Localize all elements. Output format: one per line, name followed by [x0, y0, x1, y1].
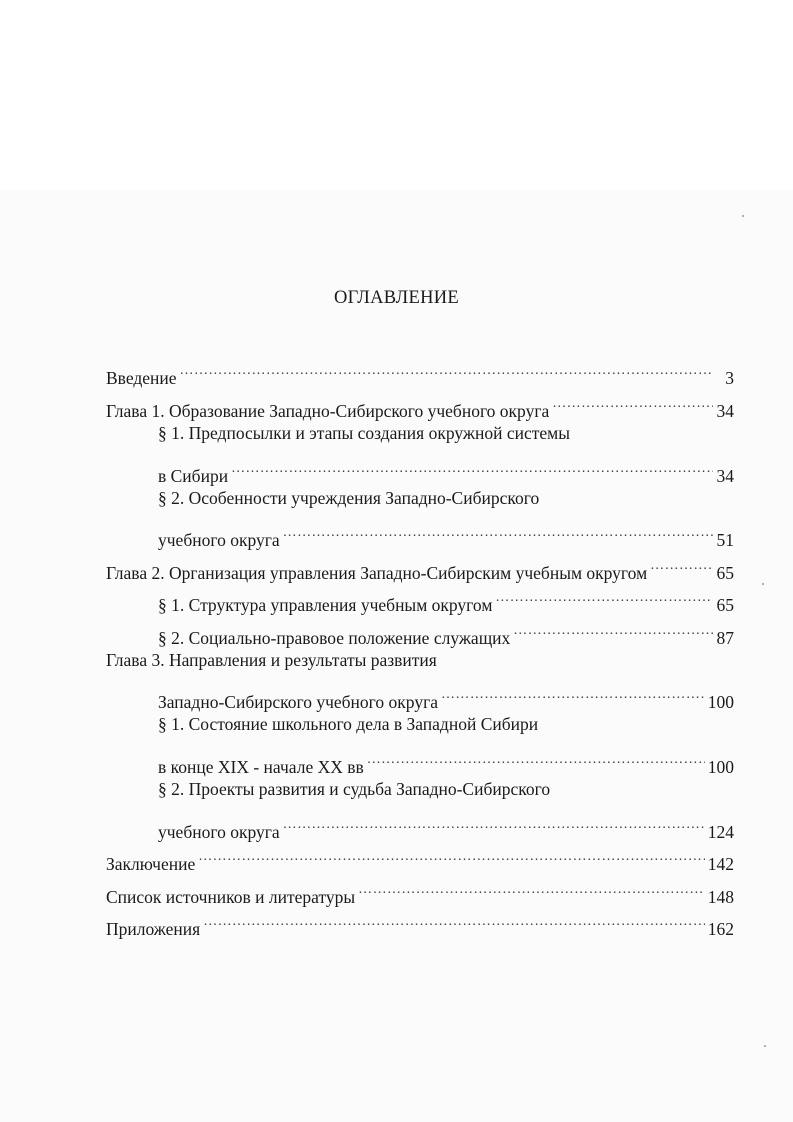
toc-entry-label: § 1. Предпосылки и этапы создания окружной системы: [158, 422, 570, 443]
toc-entry-ch1-sec2-cont: [106, 514, 734, 551]
scan-speck: [764, 1045, 766, 1047]
toc-entry-page: 162: [707, 919, 734, 940]
toc-entry-ch3-sec1: [106, 708, 734, 740]
toc-entry-page: 124: [707, 821, 734, 842]
toc-entry-label: Глава 2. Организация управления Западно-Сибирским учебным округом: [106, 562, 648, 583]
toc-entry-label: § 2. Особенности учреждения Западно-Сибирского: [158, 487, 540, 508]
toc-entry-ch1-sec2: [106, 482, 734, 514]
toc-entry-ch3-sec2-cont: [106, 805, 734, 842]
toc-entry-label: § 2. Социально-правовое положение служащих: [158, 627, 511, 648]
toc-entry-page: 100: [707, 692, 734, 713]
dot-leader: [358, 870, 705, 902]
toc-entry-page: 65: [716, 595, 734, 616]
scan-speck: [742, 215, 744, 217]
toc-entry-page: 87: [716, 627, 734, 648]
toc-entry-ch3-sec1-cont: [106, 741, 734, 778]
toc-entry-introduction: [106, 352, 734, 389]
dot-leader: [513, 611, 713, 643]
dot-leader: [283, 805, 705, 837]
toc-entry-label: § 2. Проекты развития и судьба Западно-Сибирского: [158, 779, 551, 800]
dot-leader: [283, 514, 713, 546]
toc-entry-label: § 1. Структура управления учебным округом: [158, 595, 493, 616]
toc-entry-page: 142: [707, 854, 734, 875]
table-of-contents: [106, 352, 734, 940]
toc-entry-page: 148: [707, 886, 734, 907]
toc-entry-chapter-3: [106, 644, 734, 676]
dot-leader: [367, 741, 705, 773]
toc-entry-label: учебного округа: [158, 821, 280, 842]
toc-entry-chapter-1: [106, 384, 734, 421]
toc-entry-ch3-sec2: [106, 773, 734, 805]
page-title: ОГЛАВЛЕНИЕ: [333, 288, 460, 308]
dot-leader: [441, 676, 705, 708]
toc-entry-bibliography: [106, 870, 734, 907]
dot-leader: [203, 903, 705, 935]
toc-entry-chapter-3-cont: [106, 676, 734, 713]
dot-leader: [198, 838, 705, 870]
toc-entry-label: Заключение: [106, 854, 196, 875]
toc-entry-label: Приложения: [106, 919, 201, 940]
toc-entry-page: 34: [716, 465, 734, 486]
toc-entry-label: Список источников и литературы: [106, 886, 356, 907]
toc-entry-label: Глава 3. Направления и результаты развития: [106, 649, 437, 670]
dot-leader: [650, 546, 713, 578]
toc-entry-page: 65: [716, 562, 734, 583]
toc-entry-page: 51: [716, 530, 734, 551]
toc-entry-page: 100: [707, 757, 734, 778]
toc-entry-label: учебного округа: [158, 530, 280, 551]
toc-entry-ch1-sec1-cont: [106, 449, 734, 486]
toc-entry-label: Глава 1. Образование Западно-Сибирского учебного округа: [106, 400, 550, 421]
toc-entry-page: 3: [725, 368, 734, 389]
toc-entry-label: в Сибири: [158, 465, 229, 486]
dot-leader: [180, 352, 713, 384]
scan-speck: [762, 583, 764, 585]
toc-entry-page: 34: [716, 400, 734, 421]
dot-leader: [231, 449, 713, 481]
toc-entry-ch1-sec1: [106, 417, 734, 449]
toc-entry-label: Западно-Сибирского учебного округа: [158, 692, 439, 713]
toc-entry-conclusion: [106, 838, 734, 875]
toc-entry-label: § 1. Состояние школьного дела в Западной Сибири: [158, 714, 539, 735]
toc-entry-label: Введение: [106, 368, 177, 389]
dot-leader: [552, 384, 713, 416]
toc-entry-label: в конце XIX - начале XX вв: [158, 757, 364, 778]
dot-leader: [495, 579, 713, 611]
